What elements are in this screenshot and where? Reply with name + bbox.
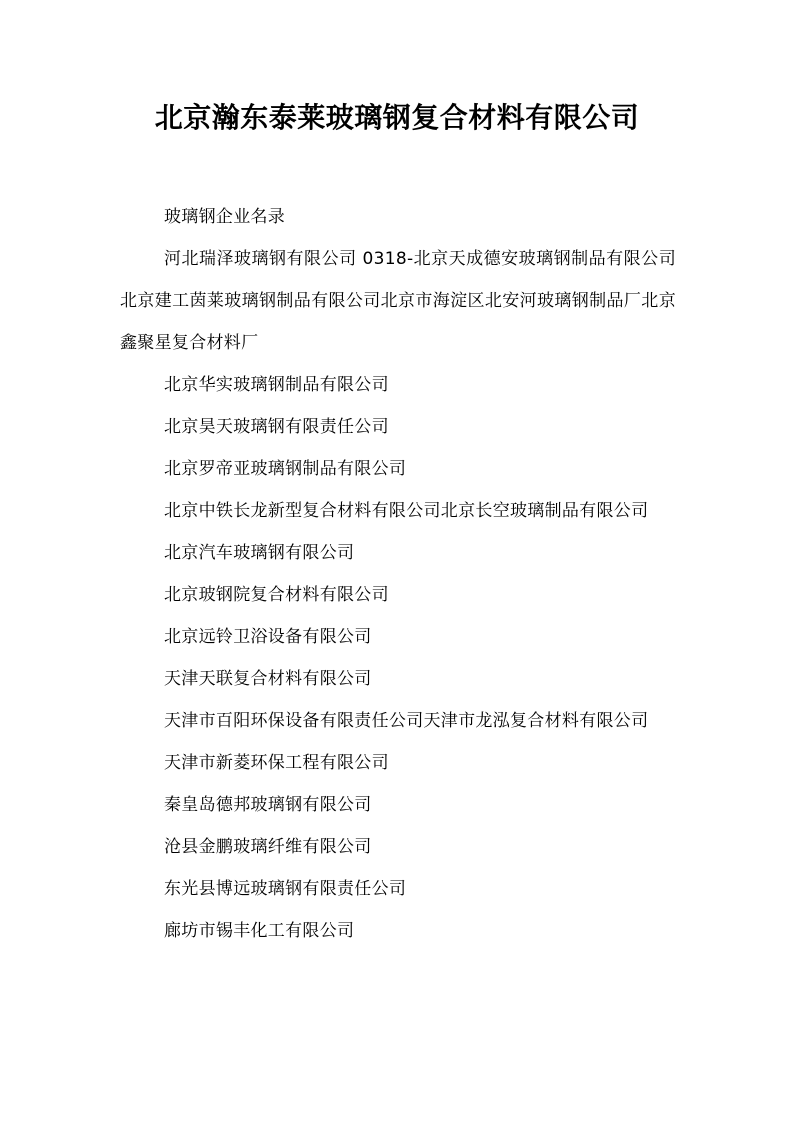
- document-title: 北京瀚东泰莱玻璃钢复合材料有限公司: [154, 101, 640, 134]
- paragraph: 北京中铁长龙新型复合材料有限公司北京长空玻璃制品有限公司: [164, 501, 649, 521]
- paragraph-section-heading: 玻璃钢企业名录: [164, 207, 286, 227]
- paragraph: 天津市新菱环保工程有限公司: [164, 753, 389, 773]
- paragraph: 天津天联复合材料有限公司: [164, 669, 372, 689]
- paragraph: 北京华实玻璃钢制品有限公司: [164, 375, 389, 395]
- paragraph: 北京远铃卫浴设备有限公司: [164, 627, 372, 647]
- paragraph: 秦皇岛德邦玻璃钢有限公司: [164, 795, 372, 815]
- paragraph: 天津市百阳环保设备有限责任公司天津市龙泓复合材料有限公司: [164, 711, 649, 731]
- paragraph: 北京玻钢院复合材料有限公司: [164, 585, 389, 605]
- paragraph: 沧县金鹏玻璃纤维有限公司: [164, 837, 372, 857]
- paragraph: 北京罗帝亚玻璃钢制品有限公司: [164, 459, 407, 479]
- paragraph: 东光县博远玻璃钢有限责任公司: [164, 879, 407, 899]
- paragraph: 北京汽车玻璃钢有限公司: [164, 543, 355, 563]
- paragraph: 河北瑞泽玻璃钢有限公司 0318-北京天成德安玻璃钢制品有限公司北京建工茵莱玻璃钢制品有限公司北京市海淀区北安河玻璃钢制品厂北京鑫聚星复合材料厂: [120, 249, 676, 353]
- document-body: [120, 196, 676, 952]
- paragraph: 北京昊天玻璃钢有限责任公司: [164, 417, 389, 437]
- paragraph: 廊坊市锡丰化工有限公司: [164, 921, 355, 941]
